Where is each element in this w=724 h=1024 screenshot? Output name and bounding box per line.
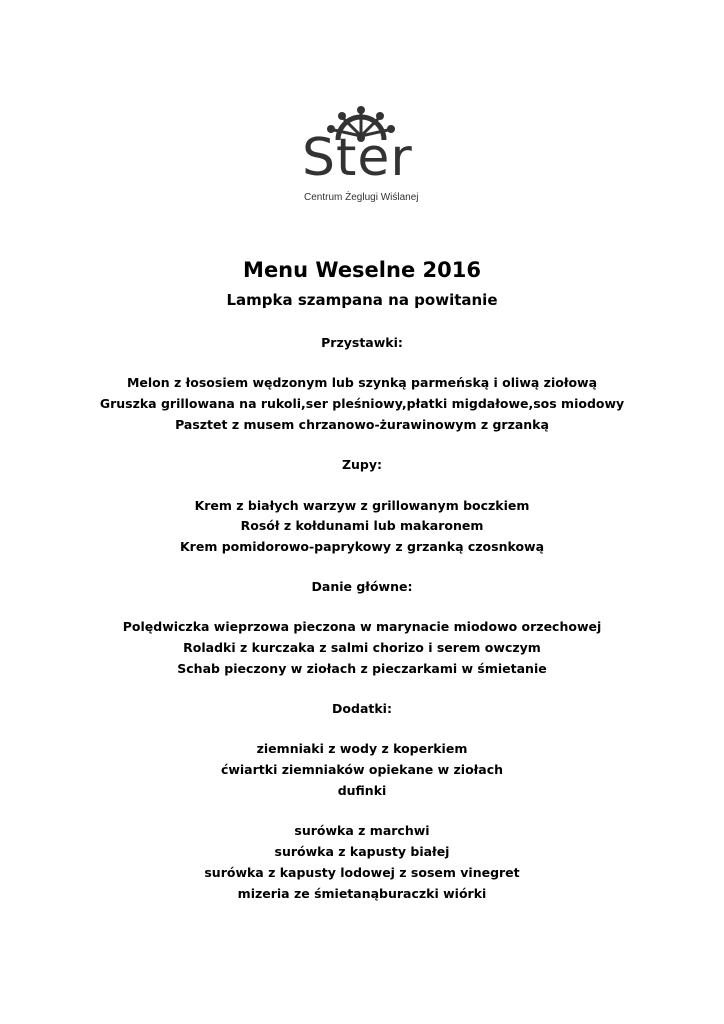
menu-item: ćwiartki ziemniaków opiekane w ziołach: [220, 762, 504, 777]
salad-item: surówka z kapusty lodowej z sosem vinegret: [204, 865, 520, 880]
section-heading-soups: Zupy:: [341, 457, 383, 472]
section-heading-mains: Danie główne:: [311, 579, 413, 594]
menu-item: Krem pomidorowo-paprykowy z grzanką czosnkową: [179, 539, 545, 554]
menu-item: Schab pieczony w ziołach z pieczarkami w śmietanie: [177, 661, 547, 676]
welcome-drink: Lampka szampana na powitanie: [226, 291, 498, 309]
section-heading-sides: Dodatki:: [332, 701, 392, 716]
section-heading-starters: Przystawki:: [321, 335, 403, 350]
logo-wordmark: Ster: [302, 128, 413, 188]
menu-item: ziemniaki z wody z koperkiem: [256, 741, 468, 756]
salad-item: surówka z marchwi: [294, 823, 430, 838]
menu-item: Roladki z kurczaka z salmi chorizo i serem owczym: [183, 640, 541, 655]
salad-item: mizeria ze śmietanąburaczki wiórki: [237, 886, 487, 901]
menu-item: dufinki: [337, 783, 387, 798]
logo-subtitle: Centrum Żeglugi Wiślanej: [304, 192, 419, 203]
menu-item: Polędwiczka wieprzowa pieczona w marynacie miodowo orzechowej: [122, 619, 602, 634]
menu-item: Krem z białych warzyw z grillowanym boczkiem: [194, 498, 530, 513]
salad-item: surówka z kapusty białej: [274, 844, 450, 859]
menu-item: Melon z łososiem wędzonym lub szynką parmeńską i oliwą ziołową: [126, 375, 598, 390]
ster-logo: [296, 106, 436, 206]
menu-item: Gruszka grillowana na rukoli,ser pleśniowy,płatki migdałowe,sos miodowy: [99, 396, 625, 411]
menu-item: Rosół z kołdunami lub makaronem: [240, 518, 484, 533]
menu-title: Menu Weselne 2016: [243, 258, 481, 282]
menu-item: Pasztet z musem chrzanowo-żurawinowym z grzanką: [175, 417, 549, 432]
